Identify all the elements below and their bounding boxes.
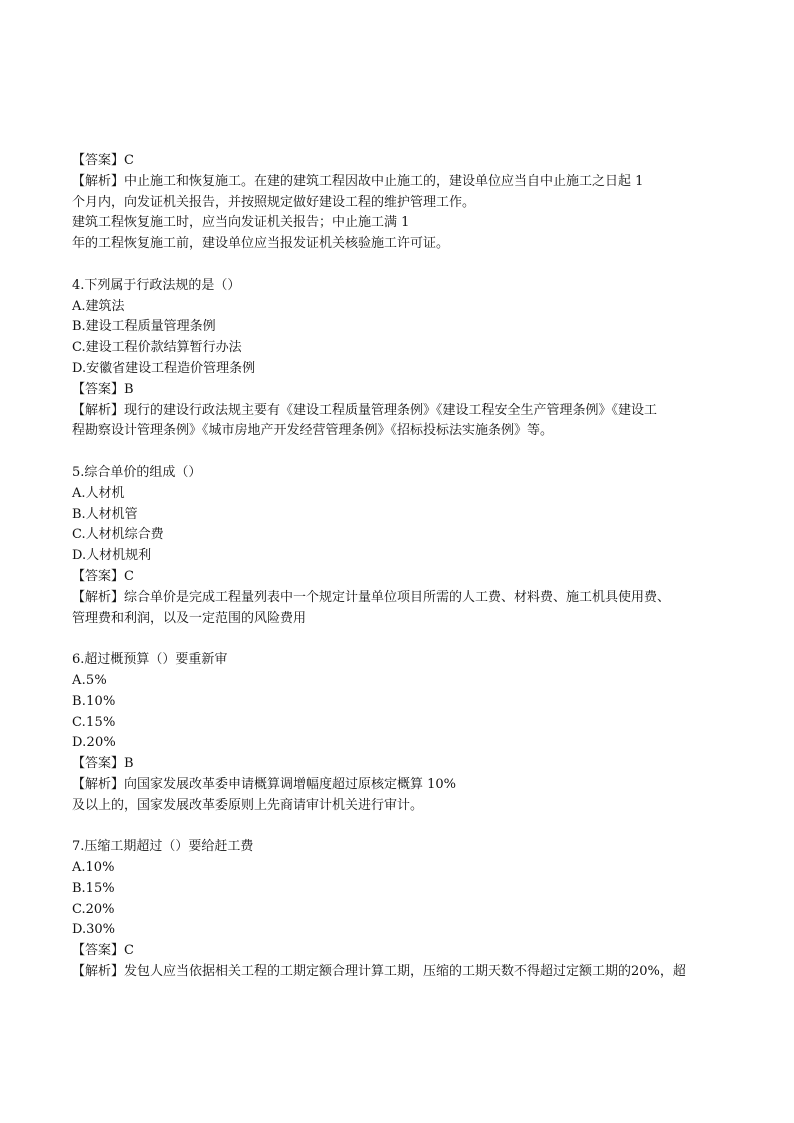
question-6-block <box>72 650 722 816</box>
question-text: 5.综合单价的组成（） <box>72 464 202 480</box>
question-text: 6.超过概预算（）要重新审 <box>72 652 228 668</box>
option-a: A.5% <box>72 672 107 688</box>
answer-line: 【答案】B <box>72 756 134 772</box>
analysis-line: 年的工程恢复施工前，建设单位应当报发证机关核验施工许可证。 <box>72 236 450 252</box>
question-text: 7.压缩工期超过（）要给赶工费 <box>72 839 254 855</box>
paragraph-gap <box>72 255 722 276</box>
question-4-block <box>72 276 722 442</box>
analysis-line: 管理费和利润，以及一定范围的风险费用 <box>72 610 307 626</box>
option-b: B.建设工程质量管理条例 <box>72 319 216 335</box>
analysis-line: 个月内，向发证机关报告，并按照规定做好建设工程的维护管理工作。 <box>72 194 476 210</box>
option-c: C.15% <box>72 714 116 730</box>
option-d: D.20% <box>72 735 116 751</box>
paragraph-gap <box>72 629 722 650</box>
answer-line: 【答案】B <box>72 381 134 397</box>
analysis-line: 【解析】发包人应当依据相关工程的工期定额合理计算工期，压缩的工期天数不得超过定额工期的20%，超 <box>72 964 686 980</box>
analysis-line: 【解析】现行的建设行政法规主要有《建设工程质量管理条例》《建设工程安全生产管理条例》《建设工 <box>72 402 658 418</box>
option-d: D.人材机规利 <box>72 548 152 564</box>
option-a: A.10% <box>72 860 115 876</box>
question-text: 4.下列属于行政法规的是（） <box>72 277 241 293</box>
paragraph-gap <box>72 442 722 463</box>
option-a: A.建筑法 <box>72 298 125 314</box>
document-page <box>72 151 722 983</box>
option-d: D.30% <box>72 922 115 938</box>
option-c: C.人材机综合费 <box>72 527 164 543</box>
option-c: C.建设工程价款结算暂行办法 <box>72 340 242 356</box>
option-b: B.人材机管 <box>72 506 138 522</box>
analysis-line: 【解析】向国家发展改革委申请概算调增幅度超过原核定概算 10% <box>72 776 457 792</box>
analysis-line: 及以上的，国家发展改革委原则上先商请审计机关进行审计。 <box>72 797 424 813</box>
analysis-line: 程勘察设计管理条例》《城市房地产开发经营管理条例》《招标投标法实施条例》等。 <box>72 423 554 439</box>
question-5-block <box>72 463 722 629</box>
option-c: C.20% <box>72 901 115 917</box>
option-d: D.安徽省建设工程造价管理条例 <box>72 360 256 376</box>
answer-line: 【答案】C <box>72 943 134 959</box>
analysis-line: 【解析】中止施工和恢复施工。在建的建筑工程因故中止施工的，建设单位应当自中止施工之日起 1 <box>72 173 644 189</box>
option-b: B.15% <box>72 880 115 896</box>
analysis-line: 建筑工程恢复施工时，应当向发证机关报告；中止施工满 1 <box>72 215 410 231</box>
option-b: B.10% <box>72 693 116 709</box>
question-7-block <box>72 837 722 983</box>
analysis-line: 【解析】综合单价是完成工程量列表中一个规定计量单位项目所需的人工费、材料费、施工机具使用费、 <box>72 589 671 605</box>
question-3-block <box>72 151 722 255</box>
answer-line: 【答案】C <box>72 153 134 168</box>
answer-line: 【答案】C <box>72 568 134 584</box>
option-a: A.人材机 <box>72 485 125 501</box>
paragraph-gap <box>72 817 722 838</box>
